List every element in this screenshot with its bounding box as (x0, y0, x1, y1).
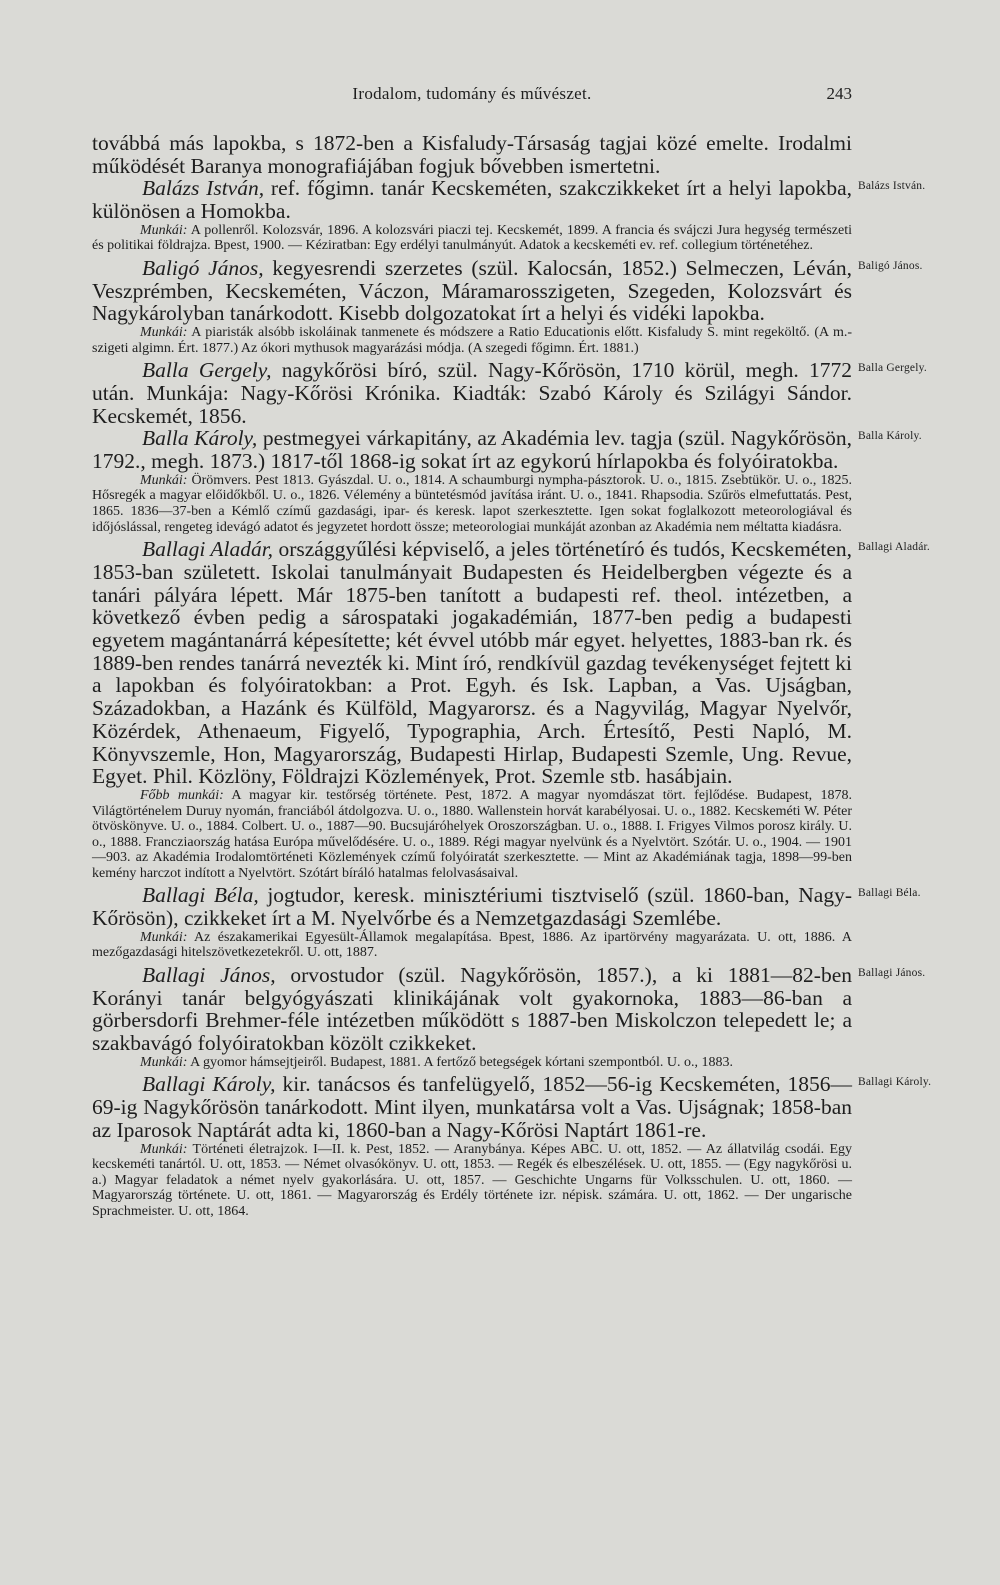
entry-text: nagykőrösi bíró, szül. Nagy-Kőrösön, 1710 körül, megh. 1772 után. Munkája: Nagy-Kőrösi Krónika. Kiadták: Szabó Károly és Szilágyi Sándor. Kecskemét, 1856. (92, 358, 853, 428)
margin-note: Ballagi Béla. (858, 887, 921, 900)
works-label: Munkái: (140, 325, 188, 341)
margin-note: Ballagi János. (858, 967, 926, 980)
works-text: Az északamerikai Egyesült-Államok megalapítása. Bpest, 1886. Az ipartörvény magyarázata. U. ott, 1886. A mezőgazdasági hitelszövetkezetekről. U. ott, 1887. (92, 929, 852, 961)
works-label: Munkái: (140, 929, 188, 945)
entry-paragraph (92, 883, 921, 931)
entry-name: Ballagi Aladár, (142, 537, 274, 562)
entry-text: orvostudor (szül. Nagykőrösön, 1857.), a ki 1881—82-ben Korányi tanár belgyógyászati klinikájának volt gyakornoka, 1883—86-ban a görbersdorfi Brehmer-féle intézetben működött s 1887-ben Miskolczon telepedett le; a szakbavágó folyóiratokban közölt czikkeket. (92, 963, 852, 1056)
entry-paragraph (92, 1072, 932, 1142)
entry-balla-karoly (92, 426, 922, 535)
entry-paragraph (92, 537, 930, 789)
works-label: Főbb munkái: (140, 787, 224, 803)
page-number: 243 (826, 84, 852, 103)
works-text: Örömvers. Pest 1813. Gyászdal. U. o., 1814. A schaumburgi nympha-pásztorok. U. o., 1815. Zsebtükör. U. o., 1825. Hősregék a magyar előidőkből. U. o., 1826. Vélemény a büntetésmód javítása iránt. U. o., 1841. Rhapsodia. Szűrös elmefuttatás. Pest, 1865. 1836—37-ben a Kémlő czímű gazdasági, ipar- és keresk. lapot szerkesztette. Igen sokat foglalkozott meteorologiával és időjóslással, rengeteg idevágó adatot és jegyzetet hordott össze; meteorologiai munkáját azonban az Akadémia nem méltatta kiadásra. (92, 472, 852, 535)
margin-note: Baligó János. (858, 260, 923, 272)
works-text: A piaristák alsóbb iskoláinak tanmenete és módszere a Ratio Educationis előtt. Kisfaludy S. mint regeköltő. (A m.-szigeti algimn. Ért. 1877.) Az ókori mythusok magyarázási módja. (A szegedi főgimn. Ért. 1881.) (92, 325, 852, 356)
works-text: A pollenről. Kolozsvár, 1896. A kolozsvári piaczi tej. Kecskemét, 1899. A francia és svájczi Jura hegység természeti és politikai földrajza. Bpest, 1900. — Kéziratban: Egy erdélyi tanulmányút. Adatok a kecskeméti ev. ref. collegium történetéhez. (92, 222, 852, 254)
entry-baligo-janos (92, 256, 923, 356)
works-text: Történeti életrajzok. I—II. k. Pest, 1852. — Aranybánya. Képes ABC. U. ott, 1852. — Az állatvilág csodái. Egy kecskeméti tanártól. U. ott, 1853. — Német olvasókönyv. U. ott, 1853. — Regék és elbeszélések. U. ott, 1855. — (Egy nagykőrösi u. a.) Magyar feladatok a német nyelv gyakorlására. U. ott, 1857. — Geschichte Ungarns für Volksschulen. U. ott, 1860. — Magyarország története. U. ott, 1861. — Magyarország és Erdély története izr. népisk. számára. U. ott, 1862. — Der ungarische Sprachmeister. U. ott, 1864. (92, 1141, 852, 1219)
works-label: Munkái: (140, 1054, 188, 1070)
works-list (92, 223, 852, 254)
entry-ballagi-bela (92, 883, 921, 961)
margin-note: Ballagi Károly. (858, 1076, 932, 1089)
margin-note: Ballagi Aladár. (858, 541, 930, 554)
entry-ballagi-janos (92, 963, 926, 1070)
entry-continuation (92, 132, 852, 177)
entry-balazs-istvan (92, 176, 926, 254)
entry-paragraph (92, 963, 926, 1056)
entry-text: pestmegyei várkapitány, az Akadémia lev. tagja (szül. Nagykőrösön, 1792., megh. 1873.) 1817-től 1868-ig sokat írt az egykorú hírlapokba és folyóiratokba. (92, 426, 852, 474)
entry-text: országgyűlési képviselő, a jeles történetíró és tudós, Kecskeméten, 1853-ban született. Iskolai tanulmányait Budapesten és Heidelbergben végezte és a tanári pályára lépett. Már 1875-ben tanított a budapesti ref. theol. intézetben, a következő évben pedig a sárospataki jogakadémián, 1877-ben pedig a budapesti egyetem magántanárrá képesítette; két évvel utóbb már egyet. helyettes, 1883-ban rk. és 1889-ben rendes tanárrá nevezték ki. Mint író, rendkívül gazdag tevékenységet fejtett ki a lapokban és folyóiratokban: a Prot. Egyh. és Isk. Lapban, a Vas. Ujságban, Századokban, a Hazánk és Külföld, Magyarorsz. és a Nagyvilág, Magyar Nyelvőr, Közérdek, Athenaeum, Figyelő, Typographia, Arch. Értesítő, Pesti Napló, M. Könyvszemle, Hon, Magyarország, Budapesti Hirlap, Budapesti Szemle, Ung. Revue, Egyet. Phil. Közlöny, Földrajzi Közlemények, Prot. Szemle stb. hasábjain. (92, 537, 852, 789)
entry-paragraph (92, 426, 922, 474)
entry-name: Balázs István, (142, 176, 265, 201)
works-list (92, 1142, 852, 1220)
works-list (92, 1055, 852, 1071)
entry-name: Balla Gergely, (142, 358, 272, 383)
works-list (92, 930, 852, 961)
works-text: A magyar kir. testőrség története. Pest, 1872. A magyar nyomdászat tört. fejlődése. Budapest, 1878. Világtörténelem Duruy nyomán, franciából átdolgozva. U. o., 1880. Wallenstein horvát karabélyosai. U. o., 1882. Kecskeméti W. Péter ötvöskönyve. U. o., 1884. Colbert. U. o., 1887—90. Bucsujáróhelyek Oroszországban. U. o., 1888. I. Frigyes Vilmos porosz király. U. o., 1888. Francziaország hatása Európa művelődésére. U. o., 1889. Régi magyar nyelvünk és a Nyelvtört. Szótár. U. o., 1904. — 1901—903. az Akadémia Irodalomtörténeti Közlemények czímű folyóiratát szerkesztette. — Mint az Akadémiának tagja, 1898—99-ben kemény harczot indított a Nyelvtört. Szótárt bíráló hatalmas felolvasásaival. (92, 787, 852, 881)
margin-note: Balázs István. (858, 180, 926, 193)
works-list (92, 788, 852, 882)
running-title: Irodalom, tudomány és művészet. (352, 84, 592, 103)
entry-paragraph (92, 176, 926, 224)
margin-note: Balla Károly. (858, 430, 922, 443)
entry-name: Ballagi Károly, (142, 1072, 276, 1097)
entry-text: továbbá más lapokba, s 1872-ben a Kisfaludy-Társaság tagjai közé emelte. Irodalmi működését Baranya monografiájában fogjuk bővebben ismertetni. (92, 131, 852, 178)
running-header (92, 84, 852, 112)
entry-name: Balla Károly, (142, 426, 258, 451)
entry-paragraph (92, 358, 927, 428)
entry-name: Baligó János, (142, 256, 264, 280)
entry-balla-gergely (92, 358, 927, 428)
works-list (92, 473, 852, 535)
page-body (92, 131, 932, 1223)
entry-ballagi-aladar (92, 537, 930, 881)
works-label: Munkái: (140, 472, 188, 488)
entry-name: Ballagi Béla, (142, 883, 259, 908)
entry-ballagi-karoly (92, 1072, 932, 1219)
entry-paragraph (92, 256, 923, 326)
works-list (92, 325, 852, 356)
margin-note: Balla Gergely. (858, 362, 927, 375)
entry-text: ref. főgimn. tanár Kecskeméten, szakczikkeket írt a helyi lapokba, különösen a Homokba. (92, 176, 852, 224)
entry-text: kir. tanácsos és tanfelügyelő, 1852—56-ig Kecskeméten, 1856—69-ig Nagykőrösön tanárkodott. Mint ilyen, munkatársa volt a Vas. Ujságnak; 1858-ban az Iparosok Naptárát adta ki, 1860-ban a Nagy-Kőrösi Naptárt 1861-re. (92, 1072, 852, 1142)
works-label: Munkái: (140, 1141, 188, 1157)
entry-text: jogtudor, keresk. minisztériumi tisztviselő (szül. 1860-ban, Nagy-Kőrösön), czikkeket írt a M. Nyelvőrbe és a Nemzetgazdasági Szemlébe. (92, 883, 852, 931)
works-label: Munkái: (140, 222, 188, 238)
entry-name: Ballagi János, (142, 963, 276, 988)
works-text: A gyomor hámsejtjeiről. Budapest, 1881. A fertőző betegségek kórtani szempontból. U. o., 1883. (187, 1054, 733, 1070)
entry-text: kegyesrendi szerzetes (szül. Kalocsán, 1852.) Selmeczen, Léván, Veszprémben, Kecskeméten, Váczon, Máramarosszigeten, Szegeden, Kolozsvárt és Nagykárolyban tanárkodott. Kisebb dolgozatokat írt a helyi és vidéki lapokba. (92, 256, 852, 326)
